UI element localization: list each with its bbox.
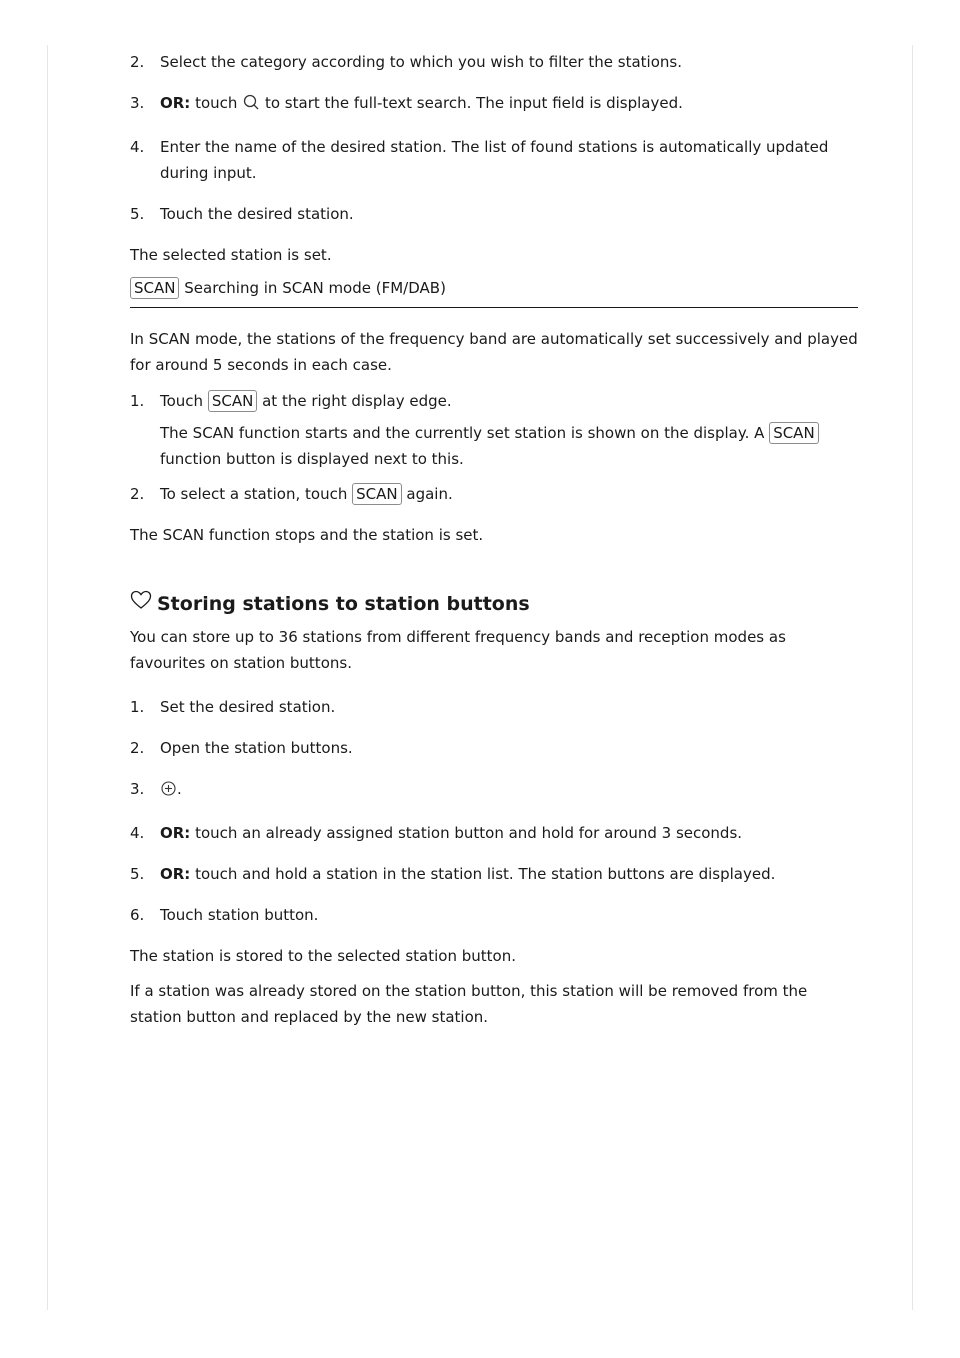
step-text xyxy=(160,776,858,805)
step-text-post: touch and hold a station in the station list. The station buttons are displayed. xyxy=(195,865,776,883)
step-item xyxy=(130,820,858,846)
step-text xyxy=(160,861,858,887)
plus-circle-icon xyxy=(160,779,177,805)
step-text-pre: To select a station, touch xyxy=(160,485,348,503)
step-note xyxy=(160,420,858,472)
step-number: 4. xyxy=(130,824,145,842)
step-item xyxy=(130,134,858,186)
section-title: Searching in SCAN mode (FM/DAB) xyxy=(184,279,446,297)
step-text: Set the desired station. xyxy=(160,698,336,716)
step-text-post: to start the full-text search. The input field is displayed. xyxy=(264,94,683,112)
step-number: 1. xyxy=(130,698,145,716)
step-number: 1. xyxy=(130,392,145,410)
step-item xyxy=(130,90,858,119)
step-item xyxy=(130,694,858,720)
scan-key: SCAN xyxy=(352,483,401,505)
or-label: OR: xyxy=(160,94,191,112)
step-text-pre: touch xyxy=(195,94,238,112)
step-item xyxy=(130,861,858,887)
step-number: 5. xyxy=(130,205,145,223)
or-label: OR: xyxy=(160,865,191,883)
step-note-post: function button is displayed next to this. xyxy=(160,450,464,468)
step-text-post: touch an already assigned station button and hold for around 3 seconds. xyxy=(195,824,743,842)
step-text-pre: Touch xyxy=(160,392,204,410)
step-item xyxy=(130,388,858,414)
step-text: Touch station button. xyxy=(160,906,319,924)
result-text: The SCAN function stops and the station is set. xyxy=(130,526,484,544)
step-text: Open the station buttons. xyxy=(160,739,353,757)
step-note-pre: The SCAN function starts and the currently set station is shown on the display. A xyxy=(160,424,765,442)
section-heading-storing xyxy=(130,590,858,618)
heart-icon xyxy=(130,590,157,618)
step-text: Select the category according to which you wish to filter the stations. xyxy=(160,53,682,71)
scan-key: SCAN xyxy=(208,390,257,412)
step-text xyxy=(160,90,858,119)
step-number: 2. xyxy=(130,485,145,503)
step-item xyxy=(130,902,858,928)
step-number: 2. xyxy=(130,739,145,757)
step-text xyxy=(160,481,858,507)
scan-key: SCAN xyxy=(769,422,818,444)
result-text: The selected station is set. xyxy=(130,246,332,264)
step-text: Enter the name of the desired station. The list of found stations is automatically updated during input. xyxy=(160,138,829,182)
step-text xyxy=(160,388,858,414)
step-number: 4. xyxy=(130,138,145,156)
step-text-post: . xyxy=(177,780,182,798)
step-number: 3. xyxy=(130,780,145,798)
intro-text: In SCAN mode, the stations of the frequency band are automatically set successively and played for around 5 seconds in each case. xyxy=(130,330,858,374)
step-number: 2. xyxy=(130,53,145,71)
or-label: OR: xyxy=(160,824,191,842)
scan-section-heading xyxy=(130,277,858,308)
step-text-post: again. xyxy=(406,485,453,503)
manual-content xyxy=(130,49,858,1039)
step-text xyxy=(160,820,858,846)
step-text: Touch the desired station. xyxy=(160,205,354,223)
step-item xyxy=(130,481,858,507)
intro-text: You can store up to 36 stations from different frequency bands and reception modes as favourites on station buttons. xyxy=(130,628,786,672)
step-item xyxy=(130,49,858,75)
step-item xyxy=(130,735,858,761)
search-icon xyxy=(242,93,260,119)
page-border-right xyxy=(912,45,913,1310)
scan-key: SCAN xyxy=(130,277,179,299)
step-item xyxy=(130,776,858,805)
step-number: 5. xyxy=(130,865,145,883)
step-item xyxy=(130,201,858,227)
section-title: Storing stations to station buttons xyxy=(157,593,530,615)
step-number: 3. xyxy=(130,94,145,112)
page-border-left xyxy=(47,45,48,1310)
result-text: The station is stored to the selected station button. xyxy=(130,947,516,965)
step-number: 6. xyxy=(130,906,145,924)
result-text: If a station was already stored on the station button, this station will be removed from the station button and replaced by the new station. xyxy=(130,982,808,1026)
step-text-post: at the right display edge. xyxy=(262,392,452,410)
